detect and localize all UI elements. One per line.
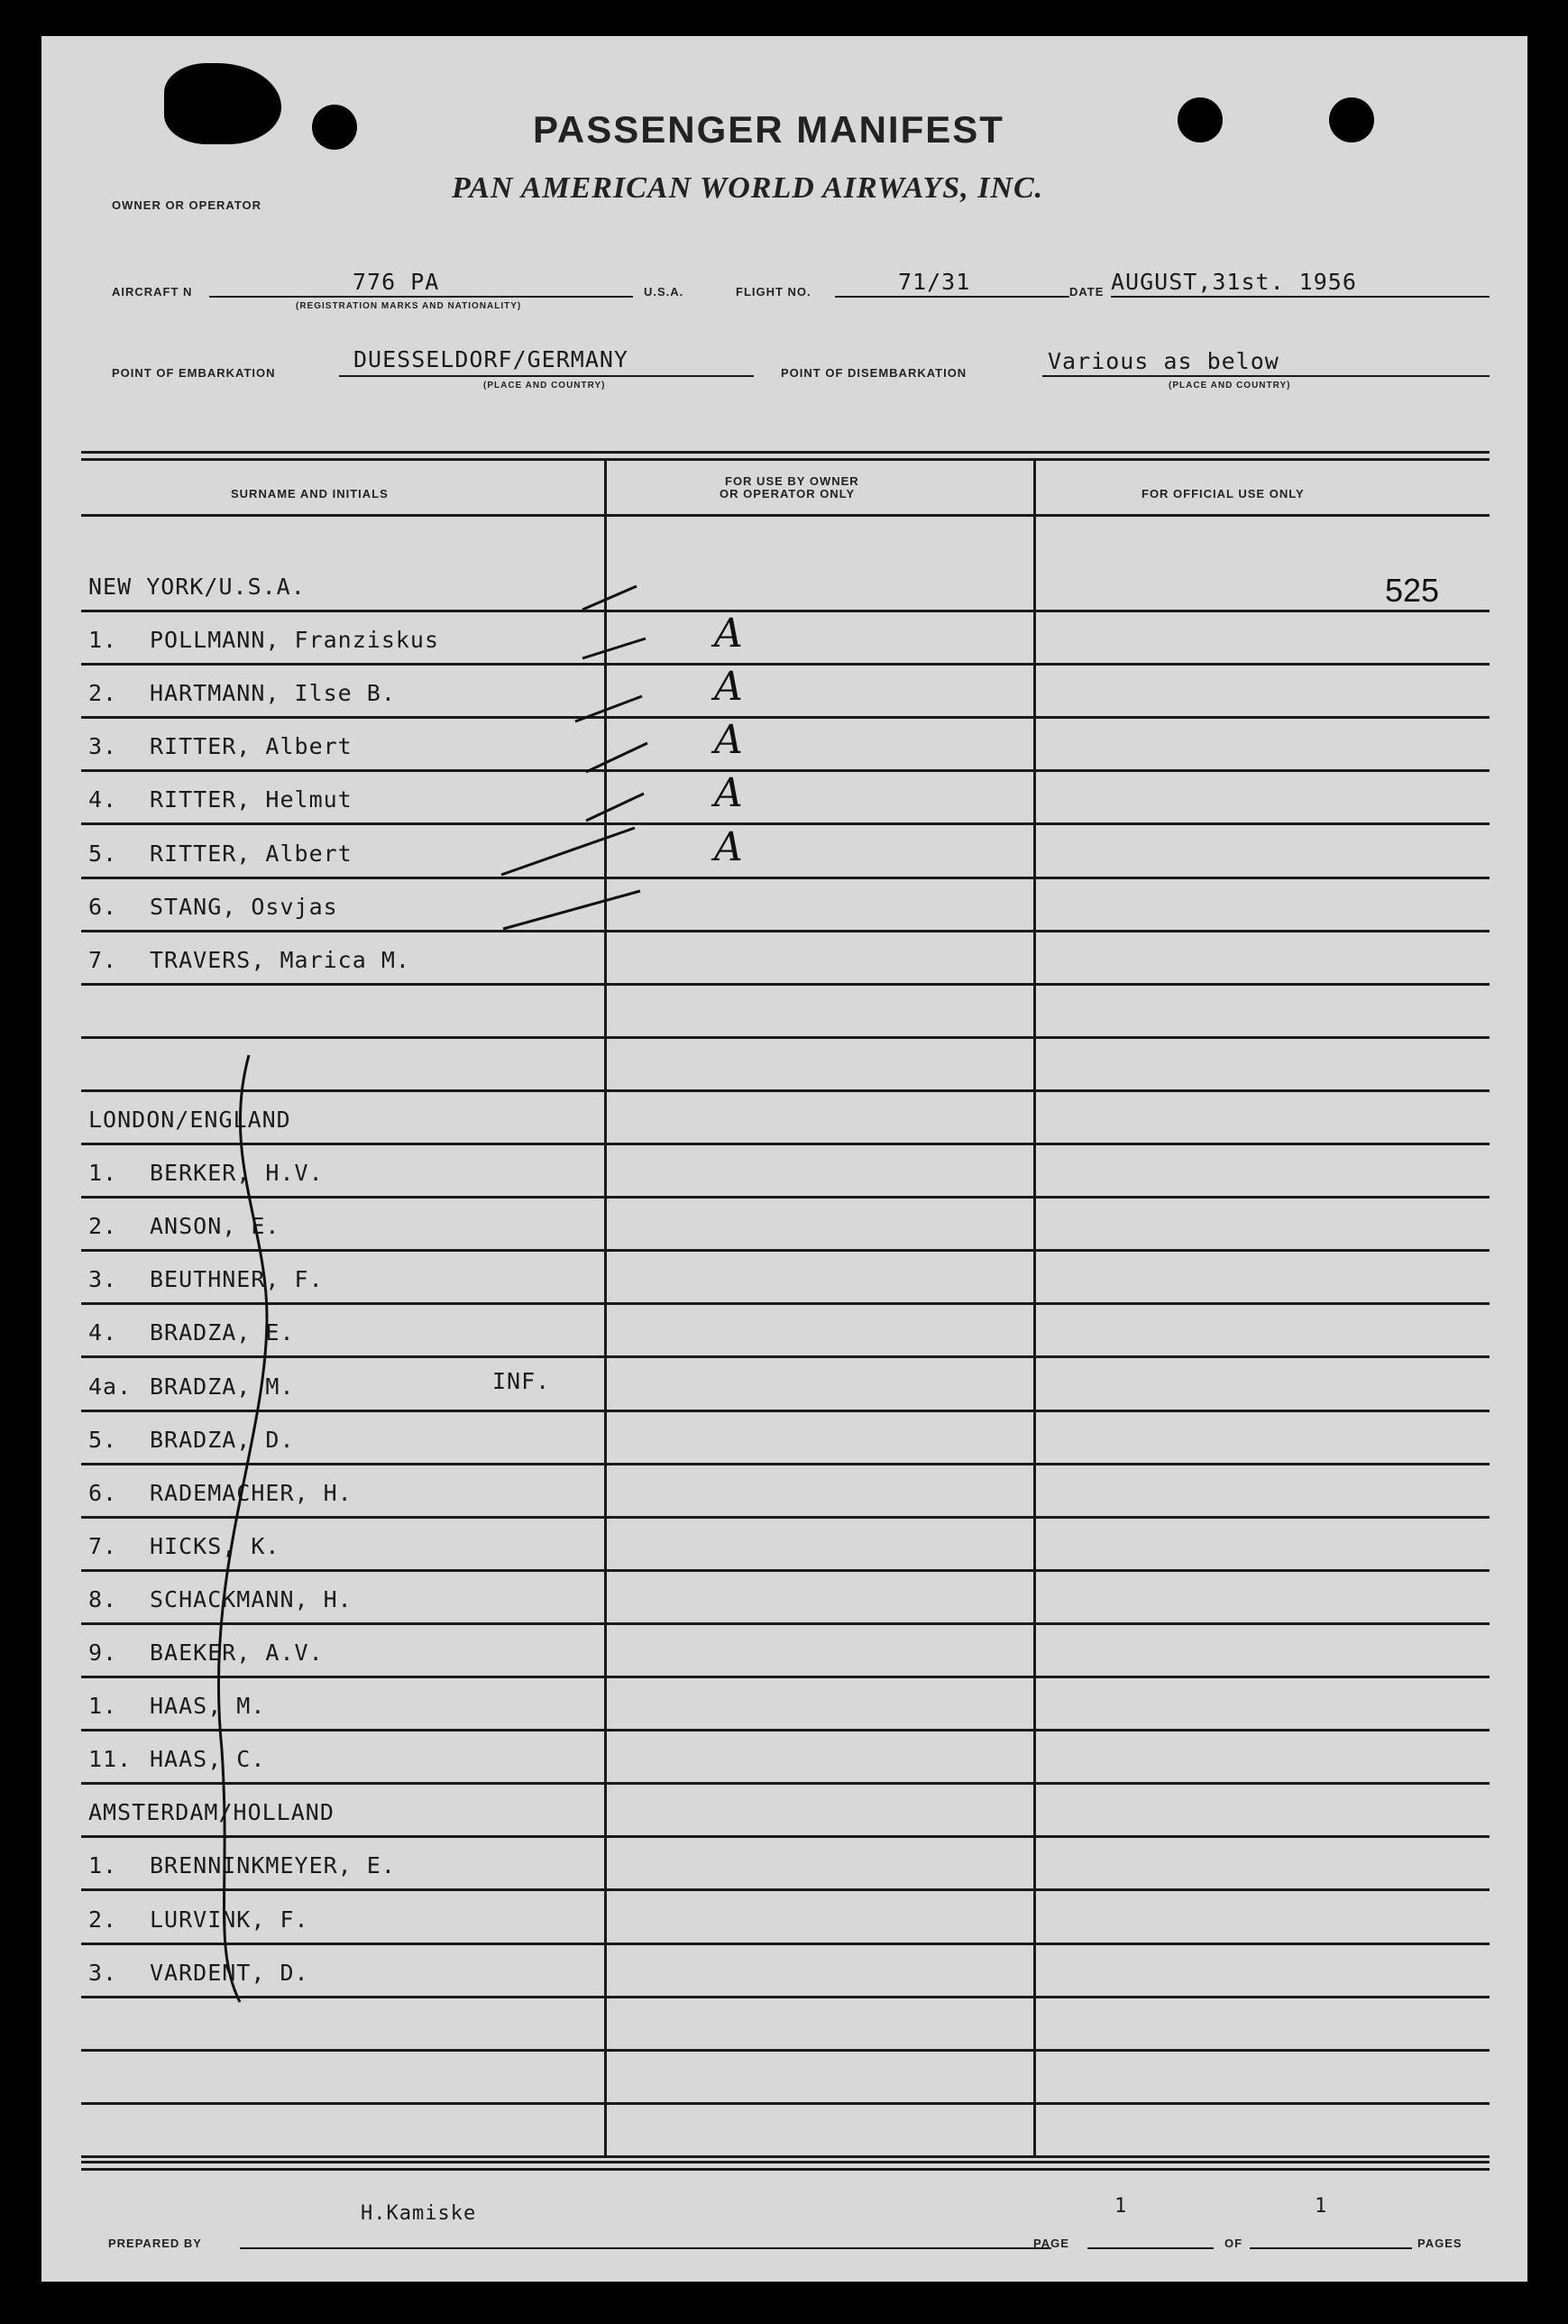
row-number: 6. [88,1480,118,1506]
row-number: 11. [88,1746,133,1772]
owner-check-mark: A [714,770,743,816]
of-label: OF [1224,2237,1243,2250]
row-number: 2. [88,1906,118,1933]
aircraft-value: 776 PA [353,269,440,295]
passenger-name: BRENNINKMEYER, E. [150,1852,396,1878]
passenger-name: BERKER, H.V. [150,1160,324,1186]
usa-label: U.S.A. [644,285,684,299]
flight-label: FLIGHT NO. [736,285,812,299]
row-number: 5. [88,1427,118,1453]
destination-label: AMSTERDAM/HOLLAND [88,1799,335,1825]
col-owner-header-1: FOR USE BY OWNER [725,474,859,488]
row-number: 7. [88,947,118,973]
row-number: 3. [88,1266,118,1292]
passenger-name: HAAS, M. [150,1693,266,1719]
row-number: 1. [88,1852,118,1878]
passenger-name: POLLMANN, Franziskus [150,627,440,653]
owner-check-mark: A [714,664,743,710]
row-number: 2. [88,1213,118,1239]
embark-caption: (PLACE AND COUNTRY) [483,381,606,390]
registration-caption: (REGISTRATION MARKS AND NATIONALITY) [296,301,522,311]
passenger-name: BRADZA, E. [150,1319,295,1346]
passenger-name: SCHACKMANN, H. [150,1586,353,1612]
page-label: PAGE [1033,2237,1069,2250]
passenger-name: RITTER, Albert [150,840,353,867]
passenger-name: TRAVERS, Marica M. [150,947,410,973]
passenger-name: ANSON, E. [150,1213,280,1239]
passenger-name: BRADZA, D. [150,1427,295,1453]
passenger-name: BRADZA, M. [150,1373,295,1400]
check-stroke-6 [501,828,635,875]
disembark-label: POINT OF DISEMBARKATION [781,366,967,380]
passenger-name: BAEKER, A.V. [150,1640,324,1666]
manifest-page [41,36,1527,2282]
passenger-name: RADEMACHER, H. [150,1480,353,1506]
destination-label: NEW YORK/U.S.A. [88,574,306,600]
pages-value: 1 [1315,2195,1328,2218]
owner-check-mark: A [714,717,743,763]
check-stroke-1 [582,586,637,610]
check-stroke-3 [575,696,642,721]
prepared-by-label: PREPARED BY [108,2237,202,2250]
check-stroke-2 [582,638,646,658]
disembark-caption: (PLACE AND COUNTRY) [1169,381,1291,390]
passenger-name: BEUTHNER, F. [150,1266,324,1292]
infant-note: INF. [492,1368,551,1394]
row-number: 3. [88,733,118,759]
prepared-by-value: H.Kamiske [361,2202,477,2225]
col-names-header: SURNAME AND INITIALS [231,487,389,501]
passenger-name: HAAS, C. [150,1746,266,1772]
row-number: 7. [88,1533,118,1559]
page-value: 1 [1114,2195,1128,2218]
form-title: PASSENGER MANIFEST [533,108,1004,151]
row-number: 1. [88,627,118,653]
col-official-header: FOR OFFICIAL USE ONLY [1142,487,1305,501]
check-stroke-5 [586,794,644,821]
row-number: 4. [88,786,118,813]
passenger-name: RITTER, Helmut [150,786,353,813]
row-number: 1. [88,1160,118,1186]
col-owner-header-2: OR OPERATOR ONLY [720,487,856,501]
destination-label: LONDON/ENGLAND [88,1107,291,1133]
flight-value: 71/31 [898,269,971,295]
row-number: 1. [88,1693,118,1719]
embark-label: POINT OF EMBARKATION [112,366,276,380]
passenger-name: HICKS, K. [150,1533,280,1559]
row-number: 9. [88,1640,118,1666]
check-stroke-4 [586,743,647,772]
passenger-name: VARDENT, D. [150,1960,309,1986]
row-number: 4a. [88,1373,133,1400]
row-number: 6. [88,894,118,920]
row-number: 8. [88,1586,118,1612]
passenger-name: RITTER, Albert [150,733,353,759]
row-number: 3. [88,1960,118,1986]
date-label: DATE [1069,285,1105,299]
passenger-name: STANG, Osvjas [150,894,338,920]
passenger-name: HARTMANN, Ilse B. [150,680,396,706]
aircraft-label: AIRCRAFT N [112,285,193,299]
row-number: 5. [88,840,118,867]
date-value: AUGUST,31st. 1956 [1111,269,1357,295]
pages-label: PAGES [1417,2237,1463,2250]
check-stroke-7 [503,891,640,929]
handwritten-curve [218,1055,267,2002]
embark-value: DUESSELDORF/GERMANY [353,346,628,372]
official-number: 525 [1385,572,1440,609]
company-name: PAN AMERICAN WORLD AIRWAYS, INC. [452,171,1044,205]
passenger-name: LURVINK, F. [150,1906,309,1933]
disembark-value: Various as below [1048,348,1279,374]
owner-label: OWNER OR OPERATOR [112,198,262,212]
owner-check-mark: A [714,611,743,657]
row-number: 4. [88,1319,118,1346]
owner-check-mark: A [714,824,743,870]
row-number: 2. [88,680,118,706]
check-strokes [41,36,1527,2282]
